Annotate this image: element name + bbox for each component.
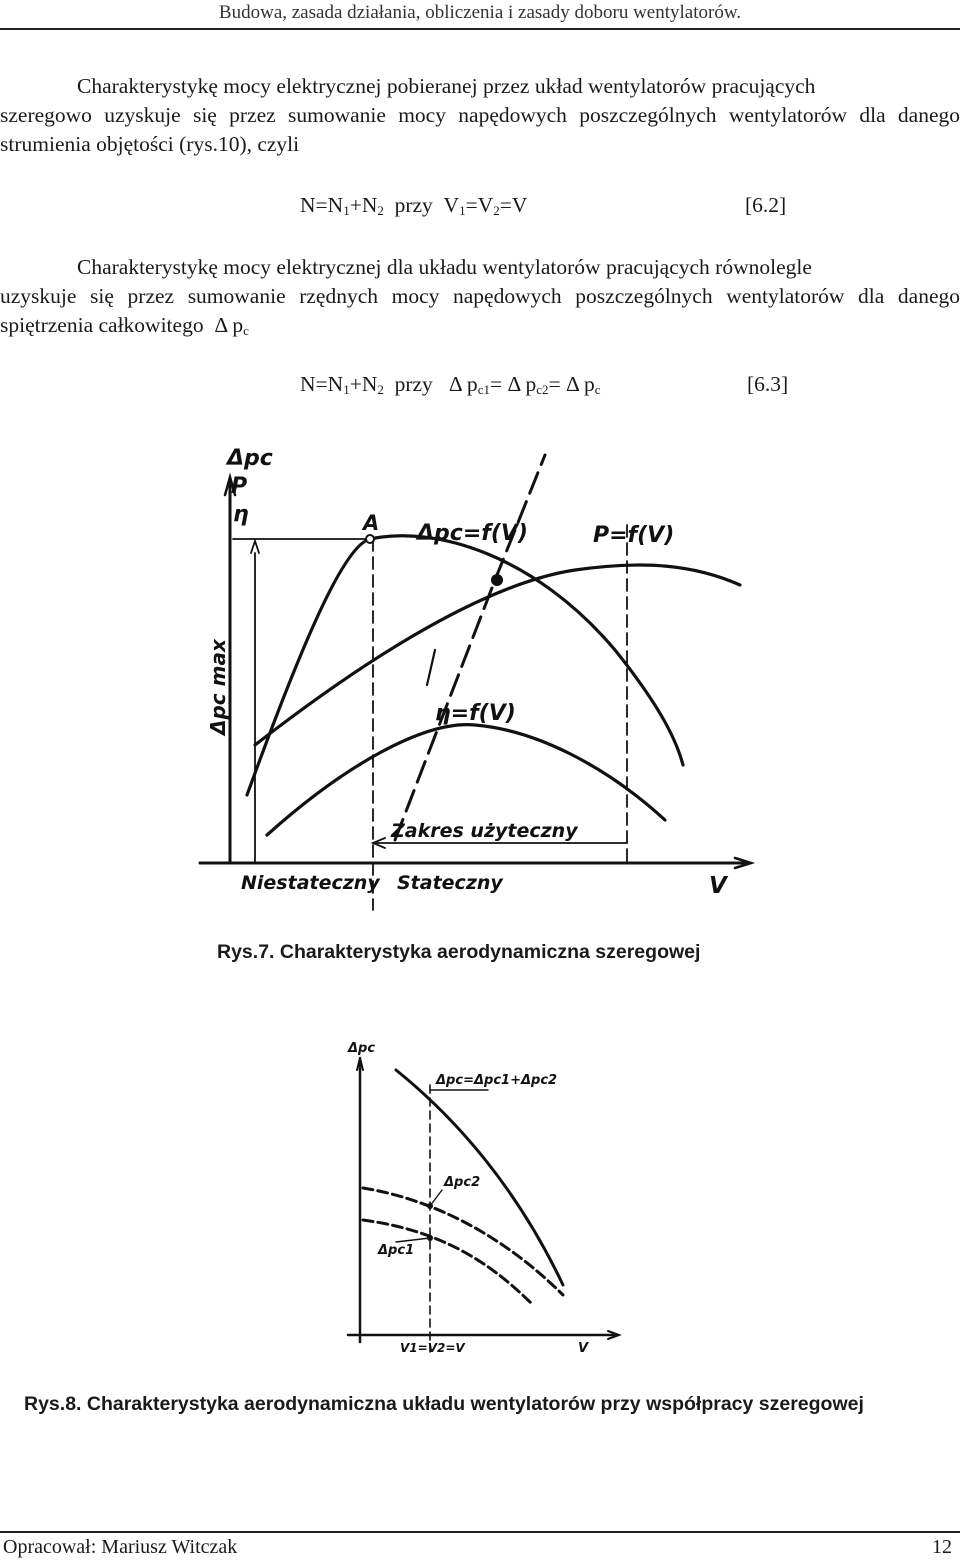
curve-pc1: [363, 1220, 533, 1305]
formula-6-2: $N=N_1+N_2$ przy $V_1=V_2=V$: [300, 193, 528, 218]
header-rule: [0, 28, 960, 30]
x-label: V: [709, 873, 727, 899]
curve-eta: [267, 725, 665, 835]
curve-p-label: P=f(V): [593, 523, 675, 548]
y-label-dp: Δpc: [227, 446, 273, 471]
paragraph-1-line-1: Charakterystykę mocy elektrycznej pobieranej przez układ wentylatorów pracujących: [77, 74, 816, 98]
header-title: Budowa, zasada działania, obliczenia i zasady doboru wentylatorów.: [218, 2, 742, 23]
figure-8-caption: Rys.8. Charakterystyka aerodynamiczna układu wentylatorów przy współpracy szeregowej: [24, 1393, 864, 1415]
formula-6-2-number: [6.2]: [745, 193, 787, 217]
curve-dp: [247, 536, 683, 795]
figure-7-caption: Rys.7. Charakterystyka aerodynamiczna szeregowej: [217, 941, 701, 963]
paragraph-power-parallel: Charakterystykę mocy elektrycznej dla układu wentylatorów pracujących równolegle uzyskuje się przez sumowanie rzędnych mocy napędowych poszczególnych wentylatorów dla danego spiętrzenia całkowitego Δ $p_c$: [0, 255, 960, 338]
niestateczny-label: Niestateczny: [241, 872, 380, 894]
fig2-sum-label: Δpc=Δpc1+Δpc2: [436, 1073, 558, 1088]
formula-6-3: $N=N_1+N_2$ przy Δ $p_{c1}= \Delta$ $p_{c2}= \Delta$ $p_c$: [300, 372, 601, 397]
dp-max-label: Δpc max: [206, 639, 230, 735]
fig2-pc2-label: Δpc2: [444, 1175, 481, 1190]
curve-eta-label: η=f(V): [435, 701, 516, 726]
y-label-p: P: [231, 474, 248, 499]
figure-aero-characteristic: [195, 435, 760, 915]
system-line: [395, 455, 545, 840]
fig2-y-label: Δpc: [348, 1041, 376, 1056]
footer-author: Opracował: Mariusz Witczak: [3, 1536, 238, 1558]
page-number: 12: [932, 1536, 952, 1558]
point-a-label: A: [363, 511, 380, 535]
paragraph-2-rest: uzyskuje się przez sumowanie rzędnych mocy napędowych poszczególnych wentylatorów dla danego spiętrzenia całkowitego: [0, 284, 960, 337]
stateczny-label: Stateczny: [397, 872, 503, 894]
footer-rule: [0, 1531, 960, 1533]
fig2-x-label: V: [578, 1341, 589, 1356]
y-label-eta: η: [233, 502, 249, 527]
zakres-label: Zakres użyteczny: [391, 820, 578, 842]
paragraph-power-series: [0, 72, 960, 159]
curve-dp-label: Δpc=f(V): [417, 521, 528, 546]
curve-pc2: [363, 1188, 563, 1295]
figure-series-operation: [338, 1030, 628, 1360]
fig2-pc1-label: Δpc1: [378, 1243, 415, 1258]
paragraph-1-rest: szeregowo uzyskuje się przez sumowanie mocy napędowych poszczególnych wentylatorów dla danego strumienia objętości (rys.10), czyli: [0, 103, 960, 156]
fig2-x-value: V1=V2=V: [400, 1341, 465, 1355]
paragraph-2-line-1: Charakterystykę mocy elektrycznej dla układu wentylatorów pracujących równolegle: [77, 255, 812, 279]
formula-6-3-number: [6.3]: [747, 372, 789, 396]
